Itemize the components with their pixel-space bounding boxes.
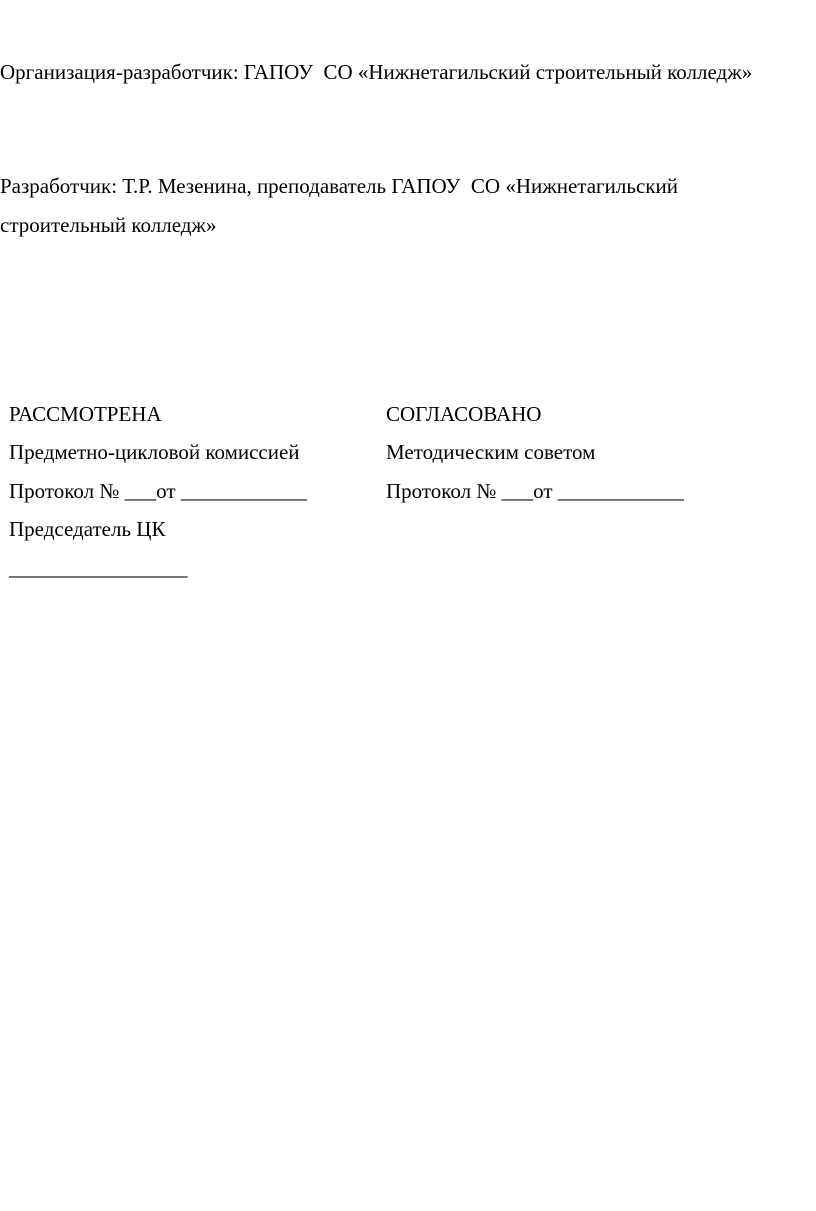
approval-left-protocol: Протокол № ___от ____________ — [9, 479, 307, 503]
approval-left-signature-line: _________________ — [9, 556, 188, 580]
developer-line-2: строительный колледж» — [0, 213, 217, 237]
approval-right-body: Методическим советом — [386, 440, 596, 464]
approval-left-body: Предметно-цикловой комиссией — [9, 440, 300, 464]
approval-left-heading: РАССМОТРЕНА — [9, 402, 162, 426]
developer-line-1: Разработчик: Т.Р. Мезенина, преподаватель ГАПОУ СО «Нижнетагильский — [0, 174, 678, 198]
approval-right-heading: СОГЛАСОВАНО — [386, 402, 542, 426]
approval-right-protocol: Протокол № ___от ____________ — [386, 479, 684, 503]
organization-developer-line: Организация-разработчик: ГАПОУ СО «Нижнетагильский строительный колледж» — [0, 60, 753, 84]
approval-left-chair: Председатель ЦК — [9, 517, 166, 541]
